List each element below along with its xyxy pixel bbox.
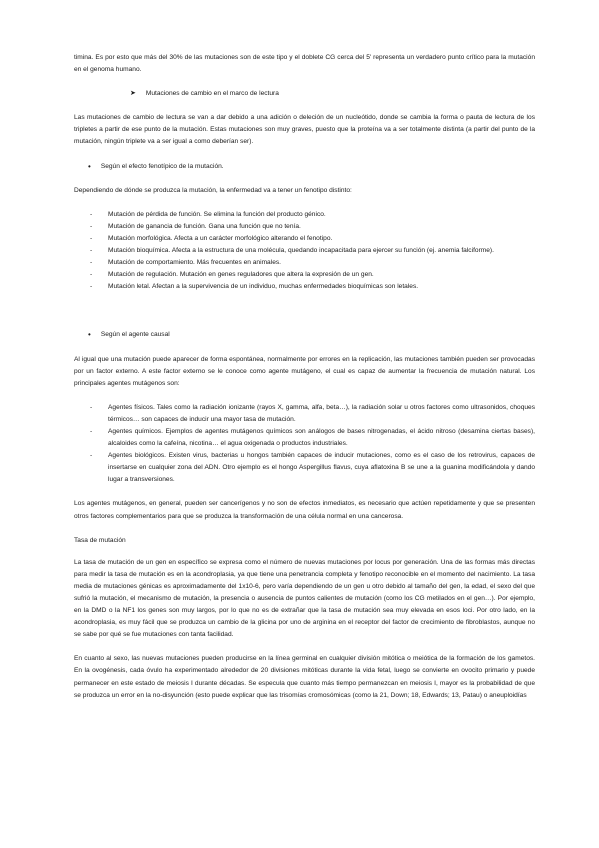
bullet-dot-icon: • bbox=[88, 161, 91, 171]
list-item: - Mutación de comportamiento. Más frecuentes en animales. bbox=[74, 257, 535, 269]
dash-icon: - bbox=[90, 452, 93, 460]
heading-causal-agent bbox=[74, 329, 535, 341]
dash-icon: - bbox=[90, 210, 93, 218]
agents-list bbox=[74, 402, 535, 487]
list-item: - Mutación de regulación. Mutación en genes reguladores que altera la expresión de un gen. bbox=[74, 269, 535, 281]
list-item: - Mutación de pérdida de función. Se elimina la función del producto génico. bbox=[74, 209, 535, 221]
dash-icon: - bbox=[90, 234, 93, 242]
dash-icon: - bbox=[90, 222, 93, 230]
dash-icon: - bbox=[90, 247, 93, 255]
list-item: - Mutación de ganancia de función. Gana una función que no tenía. bbox=[74, 221, 535, 233]
dash-icon: - bbox=[90, 427, 93, 435]
heading-mutation-rate: Tasa de mutación bbox=[74, 536, 126, 544]
paragraph-frameshift: Las mutaciones de cambio de lectura se van a dar debido a una adición o deleción de un nucleótido, donde se cambia la forma o pauta de lectura de los tripletes a partir de ese punto de la mutación. Estas mutaciones son muy graves, puesto que la proteína va a ser totalmente distinta (a partir del punto de la mutación, ningún triplete va a ser igual a como deberían ser). bbox=[74, 114, 535, 146]
paragraph-mutagen-cancer: Los agentes mutágenos, en general, pueden ser cancerígenos y no son de efectos inmediatos, es necesario que actúen repetidamente y que se presenten otros factores complementarios para que se produzca la transformación de una célula normal en una cancerosa. bbox=[74, 500, 535, 520]
list-item: - Mutación letal. Afectan a la supervivencia de un individuo, muchas enfermedades bioquímicas son letales. bbox=[74, 281, 535, 293]
list-item: - Mutación bioquímica. Afecta a la estructura de una molécula, quedando incapacitada para ejercer su función (ej. anemia falciforme). bbox=[74, 245, 535, 257]
dash-icon: - bbox=[90, 403, 93, 411]
heading-phenotype bbox=[74, 161, 535, 173]
heading-phenotype-text: Según el efecto fenotípico de la mutación. bbox=[100, 162, 224, 170]
list-item: - Agentes químicos. Ejemplos de agentes mutágenos químicos son análogos de bases nitrogenadas, el ácido nitroso (desamina ciertas bases), alcaloides como la cafeína, nicotina… el agua oxigenada o productos industriales. bbox=[74, 426, 535, 450]
heading-frameshift-text: Mutaciones de cambio en el marco de lectura bbox=[145, 90, 279, 98]
bullet-dot-icon: • bbox=[88, 330, 91, 340]
paragraph-cg-doublet: timina. Es por esto que más del 30% de las mutaciones son de este tipo y el doblete CG cerca del 5' representa un verdadero punto crítico para la mutación en el genoma humano. bbox=[74, 54, 535, 74]
spacer bbox=[74, 305, 535, 329]
paragraph-sex-mutations: En cuanto al sexo, las nuevas mutaciones pueden producirse en la línea germinal en cualquier división mitótica o meiótica de la formación de los gametos. En la ovogénesis, cada óvulo ha experimentado alrededor de 20 divisiones mitóticas durante la vida fetal, luego se convierte en ovocito primario y puede permanecer en este estado de meiosis I durante décadas. Se especula que cuanto más tiempo permanezcan en meiosis I, mayor es la probabilidad de que se produzca un error en la no-disyunción (esto puede explicar que las trisomías cromosómicas (como la 21, Down; 18, Edwards; 13, Patau) o aneuploidías bbox=[74, 655, 535, 699]
heading-causal-agent-text: Según el agente causal bbox=[100, 331, 170, 339]
dash-icon: - bbox=[90, 271, 93, 279]
arrow-bullet-icon: ➤ bbox=[130, 90, 136, 98]
paragraph-mutation-rate: La tasa de mutación de un gen en específico se expresa como el número de nuevas mutaciones por locus por generación. Una de las formas más directas para medir la tasa de mutación es en la acondroplasia, ya que tiene una penetrancia completa y fenotipo reconocible en el momento del nacimiento. La tasa media de mutaciones génicas es aproximadamente del 1x10-6, pero varía dependiendo de un gen u otro debido al tamaño del gen, la edad, el sexo del que sufrió la mutación, el mecanismo de mutación, la presencia o ausencia de puntos calientes de mutación (como los CG metilados en el gen…). Por ejemplo, en la DMD o la NF1 los genes son muy largos, por lo que no es de extrañar que la tasa de mutación sea muy elevada en esos loci. Por otro lado, en la acondroplasia, es muy fácil que se produzca un cambio de la glicina por uno de arginina en el receptor del factor de crecimiento de fibroblastos, aunque no se sabe por qué se fue mutaciones con tanta facilidad. bbox=[74, 558, 535, 639]
dash-icon: - bbox=[90, 283, 93, 291]
list-item: - Agentes físicos. Tales como la radiación ionizante (rayos X, gamma, alfa, beta…), la radiación solar u otros factores como ultrasonidos, choques térmicos… son capaces de inducir una mayor tasa de mutación. bbox=[74, 402, 535, 426]
heading-frameshift bbox=[74, 88, 535, 100]
paragraph-mutagen-intro: Al igual que una mutación puede aparecer de forma espontánea, normalmente por errores en la replicación, las mutaciones también pueden ser provocadas por un factor externo. A este factor externo se le conoce como agente mutágeno, el cual es capaz de aumentar la frecuencia de mutación natural. Los principales agentes mutágenos son: bbox=[74, 355, 535, 387]
phenotype-list bbox=[74, 209, 535, 294]
list-item: - Mutación morfológica. Afecta a un carácter morfológico alterando el fenotipo. bbox=[74, 233, 535, 245]
dash-icon: - bbox=[90, 259, 93, 267]
paragraph-phenotype-intro: Dependiendo de dónde se produzca la mutación, la enfermedad va a tener un fenotipo distinto: bbox=[74, 186, 352, 194]
list-item: - Agentes biológicos. Existen virus, bacterias u hongos también capaces de inducir mutaciones, como es el caso de los retrovirus, capaces de insertarse en cualquier zona del ADN. Otro ejemplo es el hongo Aspergillus flavus, cuya aflatoxina B se une a la guanina modificándola y dando lugar a transversiones. bbox=[74, 450, 535, 486]
